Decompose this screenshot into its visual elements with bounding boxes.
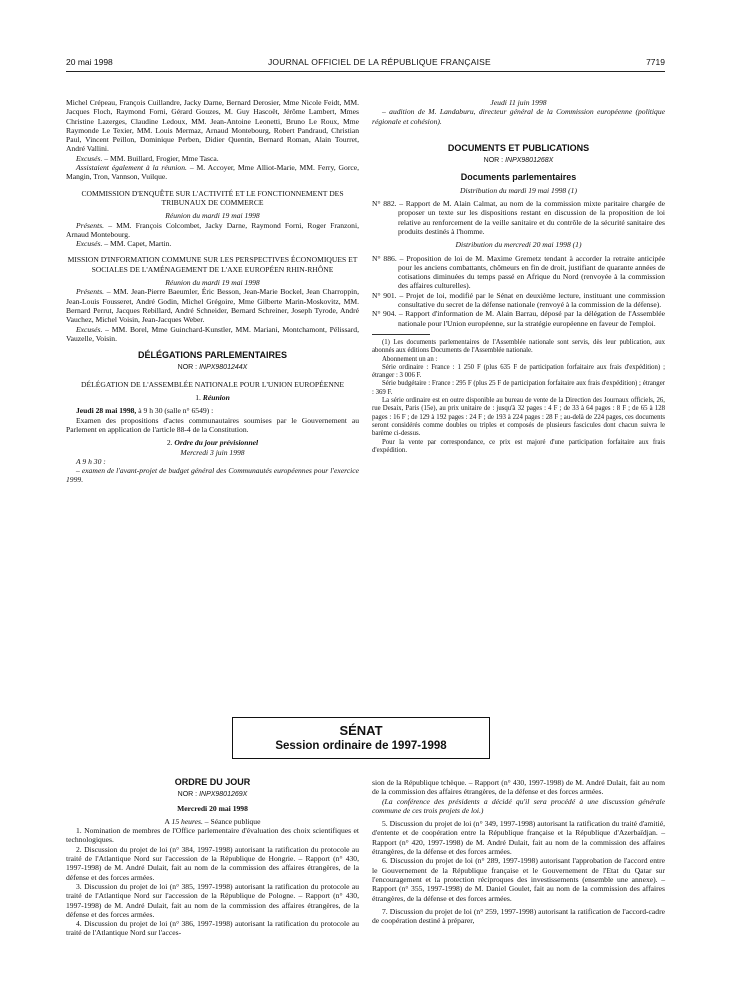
nor-reference [66,790,359,799]
document-entry: N° 886. – Proposition de loi de M. Maxime Gremetz tendant à accorder la retraite anticipée pour les anciens combattants, chômeurs en fin de droit, justifiant de quarante années de cotisations diminuées du temps passé en Afrique du Nord (renvoyée à la commission des affaires culturelles). [372,253,665,291]
presents-label: Présents. [76,220,105,230]
serie-ordinaire-price: Série ordinaire : France : 1 250 F (plus 635 F de participation forfaitaire aux frais d'expédition) ; étranger : 3 006 F. [372,363,665,380]
senat-left-column [66,778,359,938]
agenda-item-continued: sion de la République tchèque. – Rapport (n° 430, 1997-1998) de M. André Dulait, fait au nom de la commission des affaires étrangères, de la défense et des forces armées. [372,778,665,797]
time-rest: – Séance publique [202,816,261,826]
agenda-item: 2. Discussion du projet de loi (n° 384, 1997-1998) autorisant la ratification du protocole au traité de l'Atlantique Nord sur l'accession de la République de Hongrie. – Rapport (n° 430, 1997-1998) de M. André Dulait, fait au nom de la commission des affaires étrangères, de la défense et des forces armées. [66,844,359,882]
correspondance-info: Pour la vente par correspondance, ce prix est majoré d'une participation forfaitaire aux frais d'expédition. [372,438,665,454]
member-list: Michel Crépeau, François Cuillandre, Jacky Darne, Bernard Derosier, Mme Nicole Feidt, MM. Jacques Floch, Raymond Forni, Gérard Gouzes, M. Guy Hascoët, Jérôme Lambert, Mmes Christine Lazerges, Claudine Ledoux, MM. Jean-Antoine Leonetti, Bruno Le Roux, Mme Raymonde Le Texier, MM. Louis Mermaz, Arnaud Montebourg, Robert Pandraud, Christian Paul, Vincent Peillon, Dominique Perben, Didier Quentin, Bernard Roman, Alain Tourret, André Vallini. [66,98,359,154]
right-column [372,98,665,455]
left-column [66,98,359,485]
nor-prefix: NOR : [483,157,506,165]
section-heading-documents: DOCUMENTS ET PUBLICATIONS [447,142,590,153]
subsection-reunion [66,393,359,402]
nor-reference [66,363,359,372]
senat-right-column [372,778,665,925]
nor-prefix: NOR : [177,364,200,372]
meeting-date: Jeudi 11 juin 1998 [490,98,547,107]
page-header [66,55,665,69]
meeting-time: à 9 h 30 (salle n° 6549) : [136,406,214,416]
documents-parlementaires-heading: Documents parlementaires [460,172,577,183]
sitting-time [66,817,359,826]
nor-prefix: NOR : [177,791,200,799]
time-value: 15 heures. [171,816,203,826]
presents-label: Présents. [76,287,105,297]
document-entry: N° 882. – Rapport de M. Alain Calmat, au nom de la commission mixte paritaire chargée de proposer un texte sur les dispositions restant en discussion de la proposition de loi relative au renforcement de la veille sanitaire et du contrôle de la sécurité sanitaire des produits destinés à l'homme. [372,199,665,236]
header-date: 20 mai 1998 [66,57,113,67]
footnote: (1) Les documents parlementaires de l'Assemblée nationale sont servis, dès leur publication, aux abonnés aux éditions Documents de l'Assemblée nationale. [372,338,665,355]
document-entry: N° 904. – Rapport d'information de M. Alain Barrau, déposé par la délégation de l'Assemblée nationale pour l'Union européenne, sur la stratégie européenne en faveur de l'emploi. [372,309,665,328]
agenda-item: – audition de M. Landaburu, directeur général de la Commission européenne (politique régionale et cohésion). [372,107,665,126]
agenda-item: 3. Discussion du projet de loi (n° 385, 1997-1998) autorisant la ratification du protocole au traité de l'Atlantique Nord sur l'accession de la République de Pologne. – Rapport (n° 430, 1997-1998) de M. André Dulait, fait au nom de la commission des affaires étrangères, de la défense et des forces armées. [66,881,359,919]
assistaient-names: – M. Accoyer, Mme Alliot-Marie, MM. Ferry, Gorce, Mangin, Tron, Vannson, Vuilque. [66,163,360,182]
senat-banner [232,717,490,759]
excuses-names: – MM. Buillard, Frogier, Mme Tasca. [102,153,219,163]
sitting-date: Mercredi 20 mai 1998 [177,803,248,813]
header-rule [66,71,665,72]
excuses-line [66,325,359,344]
nor-code: INPX9801268X [505,157,554,165]
presents-names: – MM. Jean-Pierre Baeumler, Éric Besson, Jean-Marie Bockel, Jean Charroppin, Jean-Louis Fousseret, André Godin, Michel Grégoire, Mme Gilberte Marin-Moskovitz, MM. Bernard Perrut, Jacques Rebillard, André Schneider, Bernard Schreiner, Joseph Tyrode, André Vauchez, Michel Voisin, Jean-Jacques Weber. [66,287,359,325]
nor-code: INPX9801269X [199,791,248,799]
abonnement-label: Abonnement un an : [382,355,438,363]
agenda-item: – examen de l'avant-projet de budget général des Communautés européennes pour l'exercice 1999. [66,466,359,485]
subsection-label: Réunion [202,393,230,403]
meeting-date: Jeudi 28 mai 1998, [76,406,137,416]
excuses-label: Excusés. [76,239,103,249]
reunion-date: Réunion du mardi 19 mai 1998 [165,278,260,288]
nor-reference [372,156,665,165]
distribution-date: Distribution du mardi 19 mai 1998 (1) [459,185,577,195]
document-entry: N° 901. – Projet de loi, modifié par le Sénat en deuxième lecture, instituant une commission consultative du secret de la défense nationale (renvoyé à la commission de la défense). [372,290,665,310]
excuses-names: – MM. Borel, Mme Guinchard-Kunstler, MM. Mariani, Montchamont, Pélissard, Vauzelle, Voisin. [66,324,359,343]
agenda-item: 4. Discussion du projet de loi (n° 386, 1997-1998) autorisant la ratification du protocole au traité de l'Atlantique Nord sur l'acces- [66,919,359,938]
footnote-rule [372,334,430,335]
agenda-item: 1. Nomination de membres de l'Office parlementaire d'évaluation des choix scientifiques et technologiques. [66,826,359,845]
nor-code: INPX9801244X [199,364,248,372]
section-heading-delegations: DÉLÉGATIONS PARLEMENTAIRES [137,350,287,361]
delegation-title: DÉLÉGATION DE L'ASSEMBLÉE NATIONALE POUR L'UNION EUROPÉENNE [80,379,344,389]
excuses-label: Excusés. [76,153,103,163]
senat-subtitle: Session ordinaire de 1997-1998 [275,740,447,752]
vente-info: La série ordinaire est en outre disponible au bureau de vente de la Direction des Journaux officiels, 26, rue Desaix, Paris (15e), au prix unitaire de : jusqu'à 32 pages : 4 F ; de 33 à 64 pages : 8 F ; de 65 à 128 pages : 16 F ; de 129 à 192 pages : 24 F ; de 193 à 224 pages : 28 F ; au-delà de 224 pages, ces documents seront considérés comme doubles ou triples et composés de plusieurs fascicules dont chacun suivra le barème ci-dessus. [372,397,665,438]
subsection-label: Ordre du jour prévisionnel [174,438,259,448]
subsection-ordre [66,438,359,447]
agenda-item: 5. Discussion du projet de loi (n° 349, 1997-1998) autorisant la ratification du traité d'amitié, d'entente et de coopération entre la République française et la République d'Azerbaïdjan. – Rapport (n° 420, 1997-1998) de M. André Dulait, fait au nom de la commission des affaires étrangères, de la défense et des forces armées. [372,819,665,857]
mission-title: MISSION D'INFORMATION COMMUNE SUR LES PERSPECTIVES ÉCONOMIQUES ET SOCIALES DE L'AMÉNAGEMENT DE L'AXE EUROPÉEN RHIN-RHÔNE [67,255,358,274]
meeting-date-line [66,406,359,415]
senat-title: SÉNAT [339,723,383,738]
excuses-line [66,154,359,163]
header-title: JOURNAL OFFICIEL DE LA RÉPUBLIQUE FRANÇAISE [267,57,491,67]
assistaient-label: Assistaient également à la réunion. [76,163,187,173]
reunion-date: Réunion du mardi 19 mai 1998 [165,211,260,221]
excuses-line [66,239,359,248]
subsection-number: 2. [166,438,175,448]
presents-line [66,221,359,240]
meeting-date: Mercredi 3 juin 1998 [180,447,245,457]
meeting-time: A 9 h 30 : [76,456,106,466]
time-prefix: A [164,816,172,826]
excuses-label: Excusés. [76,324,103,334]
header-page-number: 7719 [646,57,665,67]
presents-line [66,287,359,324]
serie-budgetaire-price: Série budgétaire : France : 295 F (plus 25 F de participation forfaitaire aux frais d'expédition) ; étranger : 369 F. [372,380,665,396]
commission-title: COMMISSION D'ENQUÊTE SUR L'ACTIVITÉ ET LE FONCTIONNEMENT DES TRIBUNAUX DE COMMERCE [81,188,344,207]
presents-names: – MM. François Colcombet, Jacky Darne, Raymond Forni, Roger Franzoni, Arnaud Montebourg. [66,220,359,239]
assistaient-line [66,163,359,182]
agenda-item: 7. Discussion du projet de loi (n° 259, 1997-1998) autorisant la ratification de l'accord-cadre de coopération destiné à préparer, [372,906,665,926]
distribution-date: Distribution du mercredi 20 mai 1998 (1) [455,240,582,250]
agenda-text: Examen des propositions d'actes communautaires soumises par le Gouvernement au Parlement en application de l'article 88-4 de la Constitution. [66,415,359,434]
agenda-item: 6. Discussion du projet de loi (n° 289, 1997-1998) autorisant l'approbation de l'accord entre le Gouvernement de la République française et le Gouvernement de l'Etat du Qatar sur l'encouragement et la protection réciproques des investissements (ensemble une annexe). – Rapport (n° 355, 1997-1998) de M. Daniel Goulet, fait au nom de la commission des affaires étrangères, de la défense et des forces armées. [372,856,665,903]
excuses-names: – MM. Capet, Martin. [102,239,172,249]
ordre-du-jour-heading: ORDRE DU JOUR [174,777,251,787]
subsection-number: 1. [195,393,203,403]
conference-note: (La conférence des présidents a décidé qu'il sera procédé à une discussion générale commune de ces trois projets de loi.) [372,796,665,815]
